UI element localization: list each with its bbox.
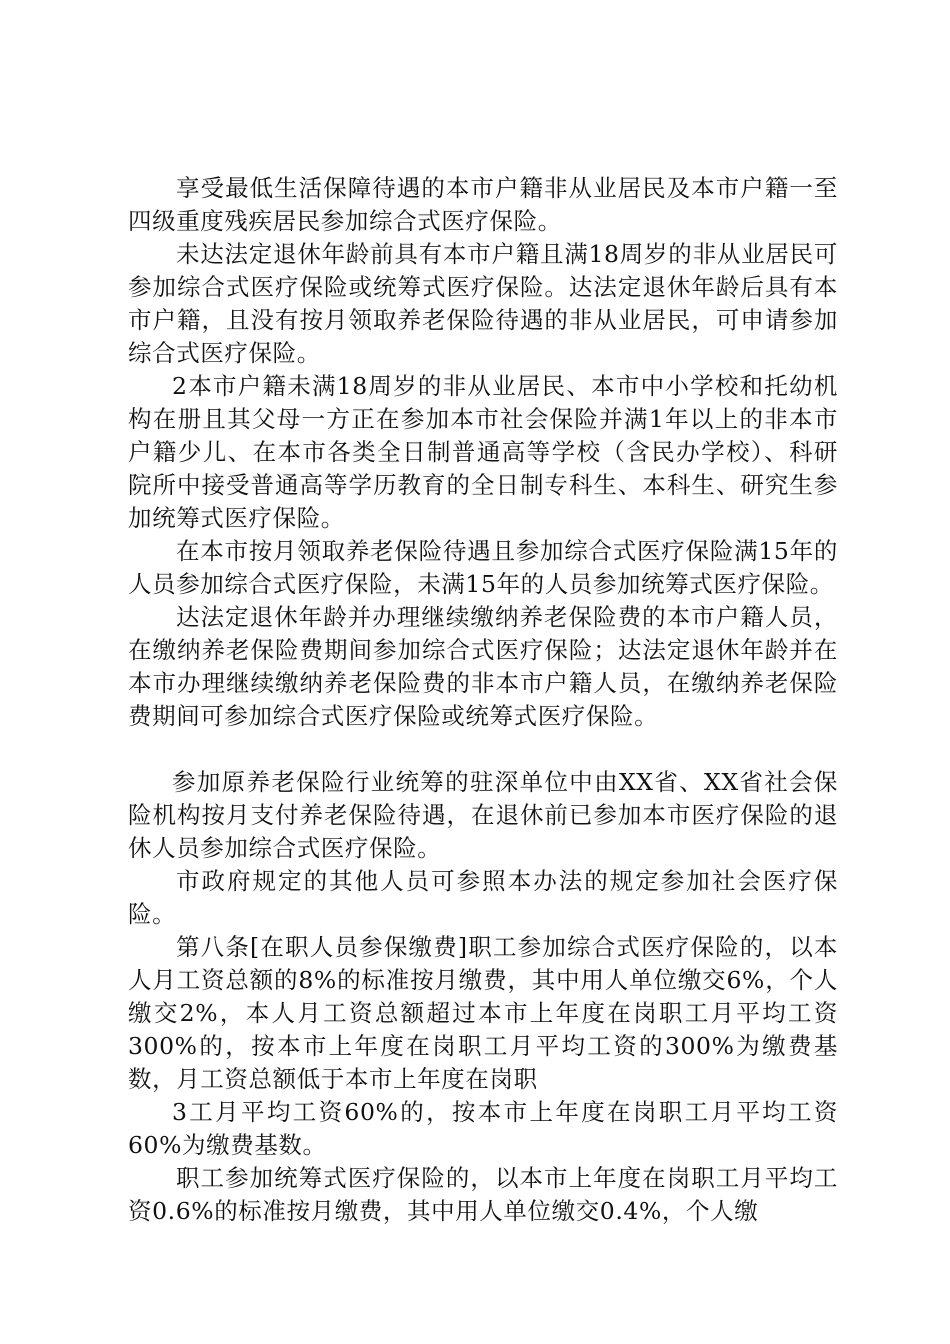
paragraph-1: 享受最低生活保障待遇的本市户籍非从业居民及本市户籍一至四级重度残疾居民参加综合式医疗保险。 xyxy=(128,174,838,235)
paragraph-4: 在本市按月领取养老保险待遇且参加综合式医疗保险满15年的人员参加综合式医疗保险，未满15年的人员参加统筹式医疗保险。 xyxy=(128,537,838,598)
document-body xyxy=(128,172,838,1228)
paragraph-9: 3工月平均工资60%的，按本市上年度在岗职工月平均工资60%为缴费基数。 xyxy=(128,1098,838,1159)
paragraph-7: 市政府规定的其他人员可参照本办法的规定参加社会医疗保险。 xyxy=(128,867,838,928)
paragraph-5: 达法定退休年龄并办理继续缴纳养老保险费的本市户籍人员，在缴纳养老保险费期间参加综合式医疗保险；达法定退休年龄并在本市办理继续缴纳养老保险费的非本市户籍人员，在缴纳养老保险费期间可参加综合式医疗保险或统筹式医疗保险。 xyxy=(128,603,838,730)
paragraph-10: 职工参加统筹式医疗保险的，以本市上年度在岗职工月平均工资0.6%的标准按月缴费，其中用人单位缴交0.4%，个人缴 xyxy=(128,1164,838,1225)
paragraph-2: 未达法定退休年龄前具有本市户籍且满18周岁的非从业居民可参加综合式医疗保险或统筹式医疗保险。达法定退休年龄后具有本市户籍，且没有按月领取养老保险待遇的非从业居民，可申请参加综合式医疗保险。 xyxy=(128,240,838,367)
paragraph-3: 2本市户籍未满18周岁的非从业居民、本市中小学校和托幼机构在册且其父母一方正在参加本市社会保险并满1年以上的非本市户籍少儿、在本市各类全日制普通高等学校（含民办学校）、科研院所中接受普通高等学历教育的全日制专科生、本科生、研究生参加统筹式医疗保险。 xyxy=(128,372,838,532)
paragraph-8: 第八条[在职人员参保缴费]职工参加综合式医疗保险的，以本人月工资总额的8%的标准按月缴费，其中用人单位缴交6%，个人缴交2%，本人月工资总额超过本市上年度在岗职工月平均工资300%的，按本市上年度在岗职工月平均工资的300%为缴费基数，月工资总额低于本市上年度在岗职 xyxy=(128,933,838,1093)
paragraph-6: 参加原养老保险行业统筹的驻深单位中由XX省、XX省社会保险机构按月支付养老保险待遇，在退休前已参加本市医疗保险的退休人员参加综合式医疗保险。 xyxy=(128,768,838,862)
